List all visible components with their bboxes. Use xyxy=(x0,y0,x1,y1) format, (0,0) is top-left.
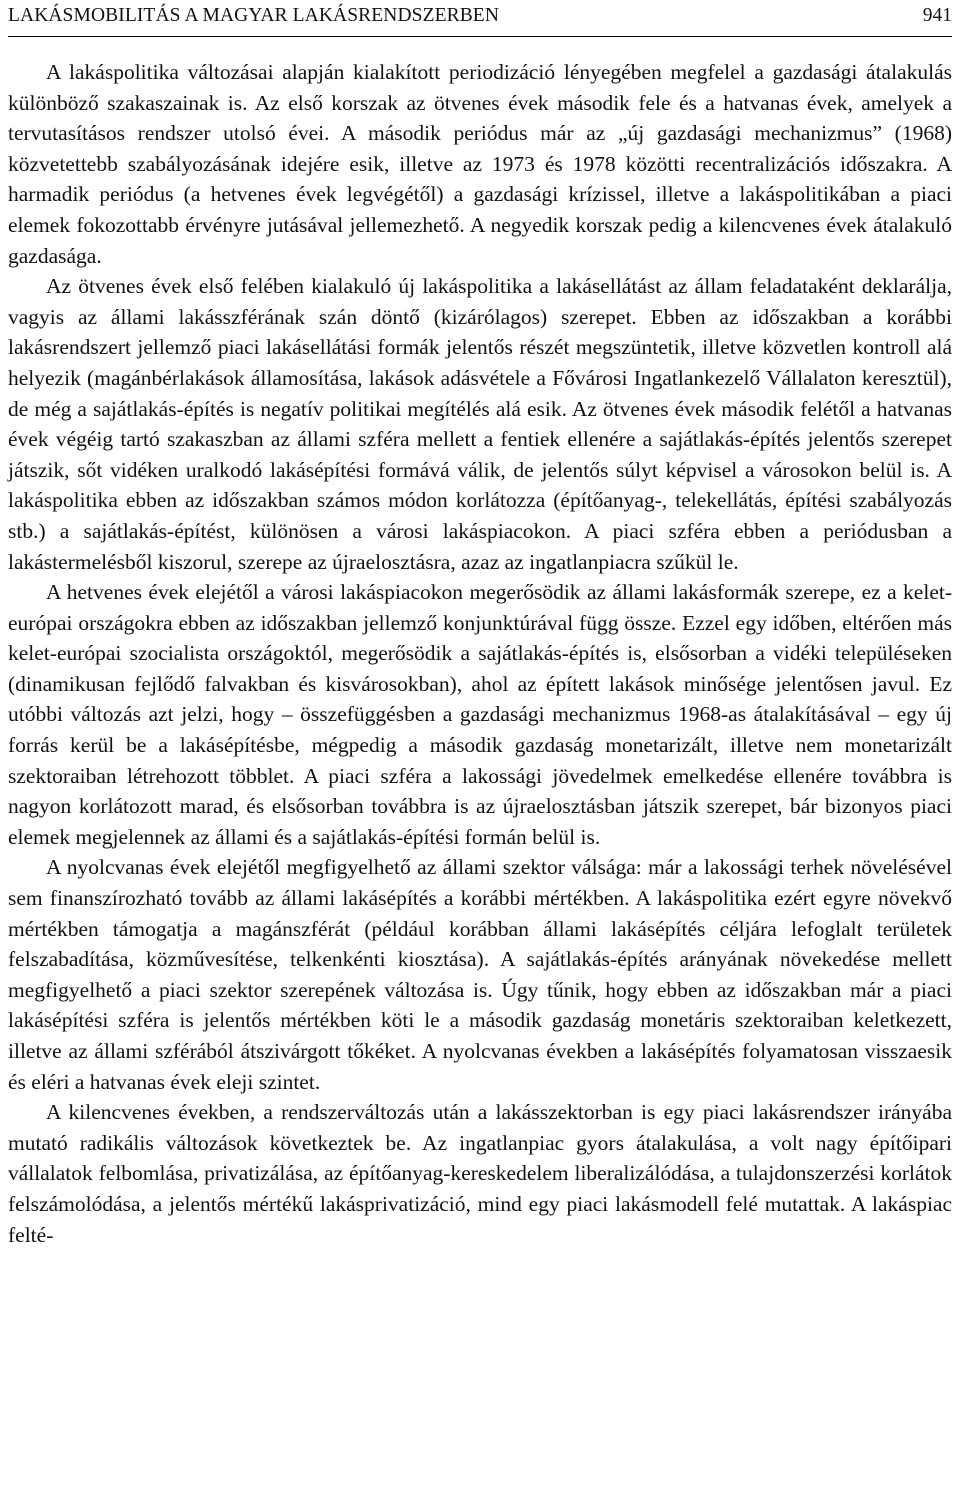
paragraph: A hetvenes évek elejétől a városi lakáspiacokon megerősödik az állami lakásformák szerepe, ez a kelet-európai országokra ebben az időszakban jellemző konjunktúrával függ össze. Ezzel egy időben, eltérően más kelet-európai szocialista országoktól, megerősödik a sajátlakás-építés is, elsősorban a vidéki településeken (dinamikusan fejlődő falvakban és kisvárosokban), ahol az épített lakások minősége jelentősen javul. Ez utóbbi változás azt jelzi, hogy – összefüggésben a gazdasági mechanizmus 1968-as átalakításával – egy új forrás kerül be a lakásépítésbe, mégpedig a második gazdaság monetarizált, illetve nem monetarizált szektoraiban létrehozott többlet. A piaci szféra a lakossági jövedelmek emelkedése ellenére továbbra is nagyon korlátozott marad, és elsősorban továbbra is az újraelosztásban játszik szerepet, bár bizonyos piaci elemek megjelennek az állami és a sajátlakás-építési formán belül is. xyxy=(8,580,952,849)
body-text xyxy=(8,57,952,1250)
paragraph: A lakáspolitika változásai alapján kialakított periodizáció lényegében megfelel a gazdasági átalakulás különböző szakaszainak is. Az első korszak az ötvenes évek második fele és a hatvanas évek, amelyek a tervutasításos rendszer utolsó évei. A második periódus már az „új gazdasági mechanizmus” (1968) közvetettebb szabályozásának idejére esik, illetve az 1973 és 1978 közötti recentralizációs időszakra. A harmadik periódus (a hetvenes évek legvégétől) a gazdasági krízissel, illetve a lakáspolitikában a piaci elemek fokozottabb érvényre jutásával jellemezhető. A negyedik korszak pedig a kilencvenes évek átalakuló gazdasága. xyxy=(8,60,952,268)
running-title: LAKÁSMOBILITÁS A MAGYAR LAKÁSRENDSZERBEN xyxy=(8,5,499,26)
page-number: 941 xyxy=(922,5,952,26)
running-header xyxy=(8,0,952,37)
paragraph: A kilencvenes években, a rendszerváltozás után a lakásszektorban is egy piaci lakásrendszer irányába mutató radikális változások következtek be. Az ingatlanpiac gyors átalakulása, a volt nagy építőipari vállalatok felbomlása, privatizálása, az építőanyag-kereskedelem liberalizálódása, a tulajdonszerzési korlátok felszámolódása, a jelentős mértékű lakásprivatizáció, mind egy piaci lakásmodell felé mutattak. A lakáspiac felté- xyxy=(8,1100,952,1247)
paragraph: Az ötvenes évek első felében kialakuló új lakáspolitika a lakásellátást az állam feladataként deklarálja, vagyis az állami lakásszférának szán döntő (kizárólagos) szerepet. Ebben az időszakban a korábbi lakásrendszert jellemző piaci lakásellátási formák jelentős részét megszüntetik, illetve közvetlen kontroll alá helyezik (magánbérlakások államosítása, lakások adásvétele a Fővárosi Ingatlankezelő Vállalaton keresztül), de még a sajátlakás-építés is negatív politikai megítélés alá esik. Az ötvenes évek második felétől a hatvanas évek végéig tartó szakaszban az állami szféra mellett a fentiek ellenére a sajátlakás-építés jelentős szerepet játszik, sőt vidéken uralkodó lakásépítési formává válik, de jelentős súlyt képvisel a városokon belül is. A lakáspolitika ebben az időszakban számos módon korlátozza (építőanyag-, telekellátás, építési szabályozás stb.) a sajátlakás-építést, különösen a városi lakáspiacokon. A piaci szféra ebben a periódusban a lakástermelésből kiszorul, szerepe az újraelosztásra, azaz az ingatlanpiacra szűkül le. xyxy=(8,274,952,574)
document-page xyxy=(8,0,952,1250)
paragraph: A nyolcvanas évek elejétől megfigyelhető az állami szektor válsága: már a lakossági terhek növelésével sem finanszírozható tovább az állami lakásépítés a korábbi mértékben. A lakáspolitika ezért egyre növekvő mértékben támogatja a magánszférát (például korábban állami lakásépítés céljára lefoglalt területek felszabadítása, közművesítése, telkenkénti kiosztása). A sajátlakás-építés arányának növekedése mellett megfigyelhető a piaci szektor szerepének változása is. Úgy tűnik, hogy ebben az időszakban már a piaci lakásépítési szféra is jelentős mértékben köti le a második gazdaság monetáris szektoraiban keletkezett, illetve az állami szférából átszivárgott tőkéket. A nyolcvanas években a lakásépítés folyamatosan visszaesik és eléri a hatvanas évek eleji szintet. xyxy=(8,855,952,1094)
